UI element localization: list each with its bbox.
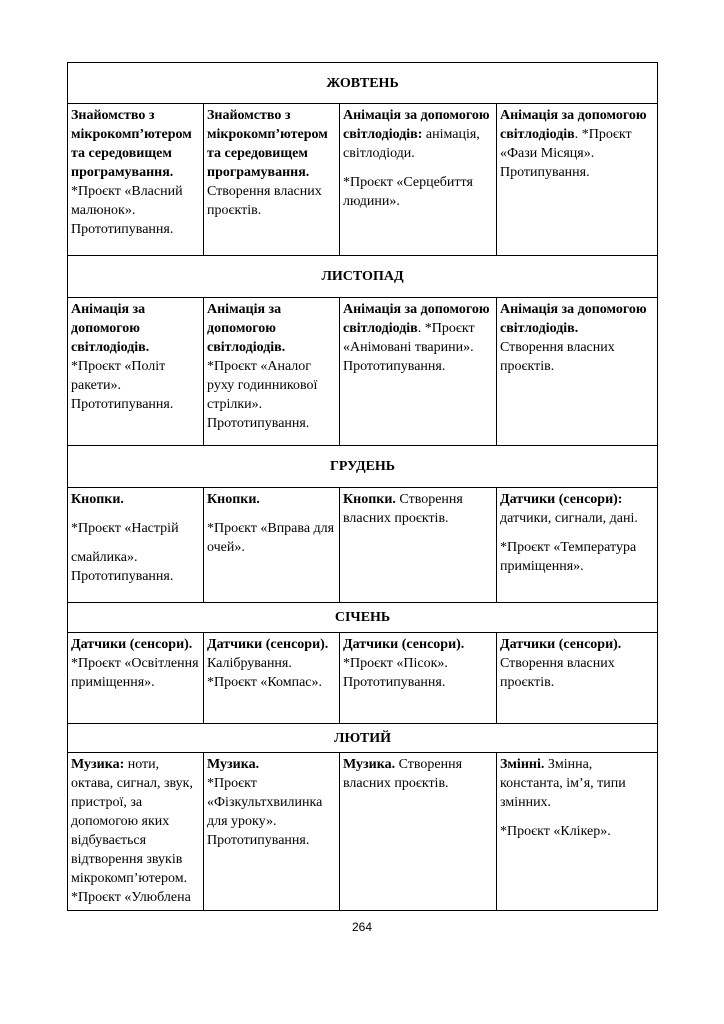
topic-cell xyxy=(204,104,340,256)
page-number: 264 xyxy=(351,920,373,934)
topic-text: . *Проєкт «Фази Місяця». Протипування. xyxy=(500,127,632,180)
cell-paragraph xyxy=(71,654,200,692)
cell-paragraph xyxy=(207,755,336,774)
topic-heading: Анімація за допомогою світлодіодів. xyxy=(71,302,150,355)
topic-cell xyxy=(204,488,340,603)
cell-paragraph xyxy=(71,755,200,907)
topic-heading: Знайомство з мікрокомп’ютером та середовищем програмування. xyxy=(71,108,192,180)
topic-cell xyxy=(340,298,497,446)
topic-cell xyxy=(68,633,204,724)
topic-heading: Кнопки. xyxy=(71,492,124,507)
topic-text: *Проєкт «Освітлення приміщення». xyxy=(71,656,199,690)
cell-paragraph xyxy=(71,300,200,357)
topic-heading: Знайомство з мікрокомп’ютером та середовищем програмування. xyxy=(207,108,328,180)
topic-text: Калібрування. *Проєкт «Компас». xyxy=(207,656,323,690)
month-content-row xyxy=(68,753,658,911)
topic-heading: Музика. xyxy=(343,757,396,772)
topic-text: Змінна, константа, ім’я, типи змінних. xyxy=(500,757,626,810)
month-title: ЖОВТЕНЬ xyxy=(68,63,658,104)
cell-paragraph xyxy=(500,654,654,692)
cell-paragraph xyxy=(500,755,654,812)
cell-paragraph xyxy=(71,548,200,586)
topic-heading: Датчики (сенсори). xyxy=(207,637,329,652)
topic-cell xyxy=(68,753,204,911)
topic-text: *Проєкт «Фізкультхвилинка для уроку». Прототипування. xyxy=(207,776,323,848)
topic-text: *Проєкт «Аналог руху годинникової стрілки». Прототипування. xyxy=(207,359,318,431)
cell-paragraph xyxy=(71,519,200,538)
cell-paragraph xyxy=(71,106,200,182)
topic-text: *Проєкт «Клікер». xyxy=(500,824,611,839)
topic-cell xyxy=(68,488,204,603)
topic-cell xyxy=(340,488,497,603)
topic-text: Створення власних проєктів. xyxy=(500,656,615,690)
topic-text: *Проєкт «Власний малюнок». Прототипування. xyxy=(71,184,183,237)
topic-text: *Проєкт «Пісок». Прототипування. xyxy=(343,656,448,690)
topic-cell xyxy=(204,298,340,446)
topic-text: . *Проєкт «Анімовані тварини». Прототипування. xyxy=(343,321,475,374)
cell-paragraph xyxy=(207,182,336,220)
cell-paragraph xyxy=(500,538,654,576)
cell-paragraph xyxy=(71,490,200,509)
month-header-row xyxy=(68,724,658,753)
cell-paragraph xyxy=(343,300,493,376)
month-title: ЛИСТОПАД xyxy=(68,256,658,298)
topic-text: *Проєкт «Вправа для очей». xyxy=(207,521,335,555)
month-content-row xyxy=(68,488,658,603)
topic-text: Створення власних проєктів. xyxy=(343,492,463,526)
cell-paragraph xyxy=(500,635,654,654)
topic-text: *Проєкт «Настрій xyxy=(71,521,179,536)
cell-paragraph xyxy=(207,635,336,654)
topic-cell xyxy=(204,753,340,911)
cell-paragraph xyxy=(207,490,336,509)
topic-heading: Анімація за допомогою світлодіодів. xyxy=(500,302,647,336)
topic-text: Створення власних проєктів. xyxy=(500,340,615,374)
cell-paragraph xyxy=(343,635,493,654)
month-title: ГРУДЕНЬ xyxy=(68,446,658,488)
month-header-row xyxy=(68,603,658,633)
topic-heading: Анімація за допомогою світлодіодів xyxy=(343,302,490,336)
cell-paragraph xyxy=(207,106,336,182)
cell-paragraph xyxy=(500,106,654,182)
topic-cell xyxy=(340,633,497,724)
topic-cell xyxy=(340,104,497,256)
cell-paragraph xyxy=(343,173,493,211)
topic-text: датчики, сигнали, дані. xyxy=(500,511,638,526)
topic-heading: Анімація за допомогою світлодіодів. xyxy=(207,302,286,355)
topic-heading: Анімація за допомогою світлодіодів: xyxy=(343,108,490,142)
month-content-row xyxy=(68,104,658,256)
cell-paragraph xyxy=(207,774,336,850)
cell-paragraph xyxy=(500,300,654,338)
cell-paragraph xyxy=(343,106,493,163)
cell-paragraph xyxy=(343,654,493,692)
cell-paragraph xyxy=(71,182,200,239)
cell-paragraph xyxy=(343,755,493,793)
topic-cell xyxy=(204,633,340,724)
topic-heading: Датчики (сенсори). xyxy=(500,637,622,652)
topic-cell xyxy=(497,633,658,724)
topic-heading: Датчики (сенсори). xyxy=(71,637,193,652)
topic-cell xyxy=(497,104,658,256)
topic-text: Створення власних проєктів. xyxy=(343,757,463,791)
month-title: СІЧЕНЬ xyxy=(68,603,658,633)
topic-cell xyxy=(68,104,204,256)
month-header-row xyxy=(68,446,658,488)
month-content-row xyxy=(68,298,658,446)
cell-paragraph xyxy=(500,338,654,376)
month-header-row xyxy=(68,63,658,104)
topic-text: *Проєкт «Серцебиття людини». xyxy=(343,175,473,209)
topic-cell xyxy=(497,488,658,603)
topic-text: *Проєкт «Політ ракети». Прототипування. xyxy=(71,359,174,412)
topic-heading: Датчики (сенсори). xyxy=(343,637,465,652)
lesson-plan-table xyxy=(67,62,658,911)
topic-text: смайлика». Прототипування. xyxy=(71,550,174,584)
topic-text: ноти, октава, сигнал, звук, пристрої, за допомогою яких відбувається відтворення звуків мікрокомп’ютером. *Проєкт «Улюблена xyxy=(71,757,193,905)
topic-heading: Анімація за допомогою світлодіодів xyxy=(500,108,647,142)
topic-heading: Датчики (сенсори): xyxy=(500,492,623,507)
cell-paragraph xyxy=(207,654,336,692)
topic-heading: Змінні. xyxy=(500,757,545,772)
topic-heading: Кнопки. xyxy=(343,492,396,507)
cell-paragraph xyxy=(343,490,493,528)
topic-cell xyxy=(497,753,658,911)
cell-paragraph xyxy=(207,357,336,433)
topic-text: Створення власних проєктів. xyxy=(207,184,322,218)
cell-paragraph xyxy=(500,490,654,528)
topic-cell xyxy=(497,298,658,446)
cell-paragraph xyxy=(500,822,654,841)
topic-text: анімація, світлодіоди. xyxy=(343,127,480,161)
month-header-row xyxy=(68,256,658,298)
topic-cell xyxy=(340,753,497,911)
topic-heading: Музика: xyxy=(71,757,125,772)
topic-text: *Проєкт «Температура приміщення». xyxy=(500,540,637,574)
month-content-row xyxy=(68,633,658,724)
cell-paragraph xyxy=(207,300,336,357)
cell-paragraph xyxy=(71,635,200,654)
topic-heading: Музика. xyxy=(207,757,260,772)
topic-heading: Кнопки. xyxy=(207,492,260,507)
month-title: ЛЮТИЙ xyxy=(68,724,658,753)
cell-paragraph xyxy=(71,357,200,414)
topic-cell xyxy=(68,298,204,446)
cell-paragraph xyxy=(207,519,336,557)
